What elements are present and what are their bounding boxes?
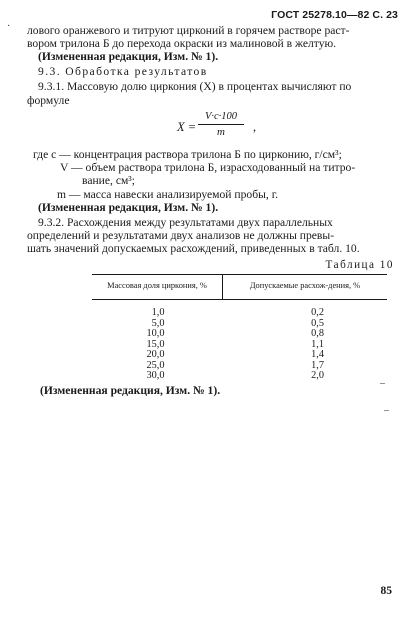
paragraph-line: 9.3.2. Расхождения между результатами двух параллельных	[38, 216, 333, 229]
formula	[0, 110, 414, 146]
table-row	[92, 361, 387, 372]
paragraph-line: лового оранжевого и титруют цирконий в горячем растворе раст-	[27, 24, 350, 37]
table-row	[92, 350, 387, 361]
page-header: ГОСТ 25278.10—82 С. 23	[271, 9, 398, 21]
table-row	[92, 340, 387, 351]
formula-fraction	[197, 110, 245, 139]
table-cell: 20,0	[146, 349, 165, 360]
amendment-note: (Измененная редакция, Изм. № 1).	[38, 201, 219, 214]
table-cell: 0,8	[311, 328, 324, 339]
page-number: 85	[380, 585, 392, 597]
formula-numerator: V·c·100	[204, 111, 238, 122]
table-cell: 0,2	[311, 307, 324, 318]
formula-tail: ,	[253, 120, 257, 134]
legend-line: где c — концентрация раствора трилона Б по цирконию, г/см³;	[33, 148, 342, 161]
formula-lhs: X =	[177, 120, 197, 134]
legend-line: вание, см³;	[82, 174, 135, 187]
margin-mark: ·	[7, 21, 11, 32]
data-table	[92, 274, 387, 382]
paragraph-line: 9.3.1. Массовую долю циркония (X) в процентах вычисляют по	[38, 80, 352, 93]
legend-line: V — объем раствора трилона Б, израсходованный на титро-	[60, 161, 356, 174]
paragraph-line: вором трилона Б до перехода окраски из малиновой в желтую.	[27, 37, 337, 50]
table-row	[92, 319, 387, 330]
amendment-note: (Измененная редакция, Изм. № 1).	[40, 384, 221, 397]
table-caption: Таблица 10	[325, 259, 394, 271]
table-cell: 1,7	[311, 359, 324, 371]
table-row	[92, 371, 387, 382]
table-row	[92, 329, 387, 340]
table-cell: 0,5	[311, 317, 324, 329]
paragraph-line: определений и результатами двух анализов не должны превы-	[27, 229, 335, 242]
table-cell: 10,0	[146, 328, 165, 339]
table-cell: 30,0	[146, 370, 165, 381]
margin-mark: –	[380, 378, 385, 389]
paragraph-line: шать значений допускаемых расхождений, приведенных в табл. 10.	[27, 242, 360, 255]
table-cell: 1,4	[311, 349, 324, 360]
column-header: Массовая доля циркония, %	[92, 275, 223, 300]
amendment-note: (Измененная редакция, Изм. № 1).	[38, 50, 219, 63]
column-header: Допускаемые расхож-дения, %	[223, 275, 388, 300]
table-cell: 2,0	[311, 370, 324, 381]
legend-line: m — масса навески анализируемой пробы, г.	[57, 188, 279, 201]
section-heading: 9.3. Обработка результатов	[38, 65, 208, 78]
table-cell: 15,0	[146, 338, 165, 350]
paragraph-line: формуле	[27, 94, 70, 107]
table-cell: 25,0	[146, 359, 165, 371]
table-row	[92, 300, 387, 319]
margin-mark: –	[384, 405, 389, 416]
table-cell: 5,0	[151, 317, 165, 329]
table-cell: 1,1	[311, 338, 324, 350]
table-cell: 1,0	[151, 307, 165, 318]
formula-denominator: m	[217, 126, 225, 138]
